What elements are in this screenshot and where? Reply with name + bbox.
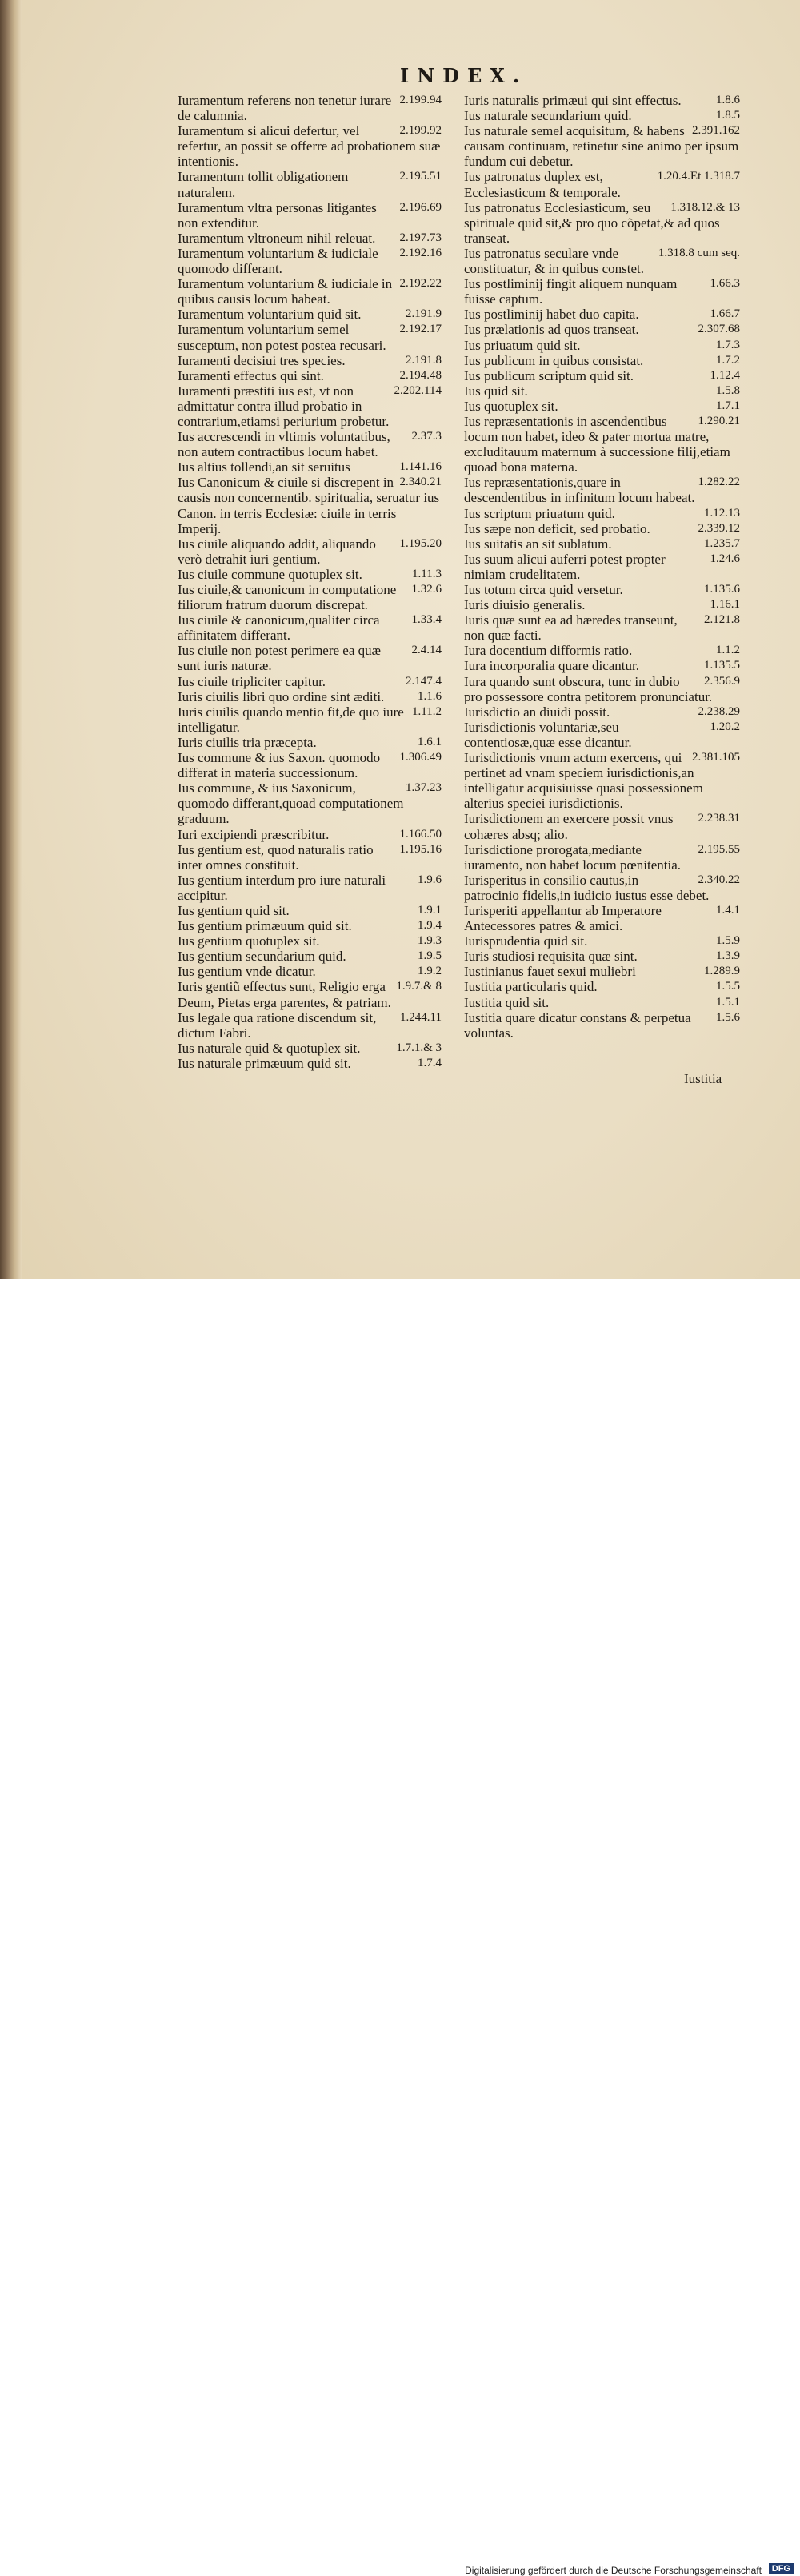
entry-reference: 2.197.73 bbox=[399, 231, 442, 244]
entry-text: Iuramentum voluntarium semel susceptum, non potest postea recusari. bbox=[178, 322, 386, 353]
entry-reference: 2.340.22 bbox=[698, 873, 740, 886]
entry-text: Ius ciuile & canonicum,qualiter circa affinitatem differant. bbox=[178, 612, 380, 644]
entry-text: Ius accrescendi in vltimis voluntatibus, non autem contractibus locum habet. bbox=[178, 429, 390, 460]
entry-text: Ius postliminij fingit aliquem nunquam fuisse captum. bbox=[464, 276, 678, 307]
entry-reference: 2.238.31 bbox=[698, 812, 740, 825]
index-entry bbox=[464, 368, 740, 383]
entry-reference: 2.199.94 bbox=[399, 94, 442, 106]
entry-reference: 1.1.2 bbox=[716, 644, 740, 657]
index-entry bbox=[464, 383, 740, 399]
index-entry bbox=[178, 475, 442, 536]
entry-text: Iustinianus fauet sexui muliebri bbox=[464, 964, 636, 980]
index-entry bbox=[464, 399, 740, 414]
entry-reference: 1.141.16 bbox=[399, 460, 442, 474]
entry-text: Ius legale qua ratione discendum sit, dictum Fabri. bbox=[178, 1009, 377, 1041]
entry-text: Ius gentium interdum pro iure naturali accipitur. bbox=[178, 872, 386, 903]
index-entry bbox=[178, 353, 442, 368]
index-entry bbox=[464, 536, 740, 552]
dfg-logo: DFG bbox=[769, 2563, 794, 2574]
entry-reference: 1.16.1 bbox=[710, 598, 740, 612]
index-entry bbox=[464, 108, 740, 123]
entry-reference: 1.7.4 bbox=[418, 1056, 442, 1069]
entry-text: Iuramentum tollit obligationem naturalem. bbox=[178, 169, 349, 200]
index-entry bbox=[464, 995, 740, 1010]
entry-reference: 1.5.6 bbox=[716, 1010, 740, 1024]
index-entry bbox=[464, 414, 740, 475]
index-entry bbox=[464, 597, 740, 612]
entry-text: Iuris gentiũ effectus sunt, Religio erga Deum, Pietas erga parentes, & patriam. bbox=[178, 979, 391, 1010]
entry-text: Iuris studiosi requisita quæ sint. bbox=[464, 949, 638, 965]
entry-reference: 1.12.4 bbox=[710, 368, 740, 382]
index-entry bbox=[178, 1056, 442, 1071]
index-entry bbox=[178, 231, 442, 246]
entry-text: Iuris ciuilis libri quo ordine sint æditi. bbox=[178, 688, 385, 704]
entry-text: Ius gentium secundarium quid. bbox=[178, 949, 346, 965]
entry-text: Iuramenti decisiui tres species. bbox=[178, 352, 346, 368]
entry-text: Iuris quæ sunt ea ad hæredes transeunt, non quæ facti. bbox=[464, 612, 678, 644]
index-entry bbox=[464, 353, 740, 368]
entry-text: Ius repræsentationis,quare in descendentibus in infinitum locum habeat. bbox=[464, 475, 695, 506]
entry-reference: 1.244.11 bbox=[400, 1010, 442, 1024]
entry-text: Iura incorporalia quare dicantur. bbox=[464, 658, 640, 674]
index-entry bbox=[178, 536, 442, 567]
entry-text: Iustitia particularis quid. bbox=[464, 979, 598, 995]
entry-reference: 2.194.48 bbox=[399, 368, 442, 382]
entry-text: Ius commune, & ius Saxonicum, quomodo differant,quoad computationem graduum. bbox=[178, 780, 404, 827]
page-header: INDEX. bbox=[400, 64, 528, 87]
index-entry bbox=[464, 123, 740, 169]
entry-text: Ius sæpe non deficit, sed probatio. bbox=[464, 520, 650, 536]
entry-reference: 2.199.92 bbox=[399, 124, 442, 138]
index-entry bbox=[178, 903, 442, 918]
index-entry bbox=[178, 689, 442, 704]
entry-reference: 1.318.12.& 13 bbox=[670, 200, 740, 214]
index-entry bbox=[178, 964, 442, 979]
entry-reference: 1.5.1 bbox=[716, 995, 740, 1009]
entry-text: Ius publicum in quibus consistat. bbox=[464, 352, 644, 368]
entry-reference: 1.135.5 bbox=[704, 659, 740, 672]
entry-text: Ius gentium quid sit. bbox=[178, 902, 290, 918]
index-entry bbox=[464, 246, 740, 276]
entry-reference: 1.9.1 bbox=[418, 903, 442, 917]
entry-reference: 1.195.16 bbox=[399, 842, 442, 856]
entry-reference: 2.121.8 bbox=[704, 613, 740, 627]
index-entry bbox=[464, 903, 740, 933]
entry-reference: 1.32.6 bbox=[411, 583, 442, 596]
entry-text: Iuramenti præstiti ius est, vt non admittatur contra illud probatio in contrarium,etiamsi periurium probetur. bbox=[178, 383, 390, 429]
entry-reference: 1.7.3 bbox=[716, 338, 740, 351]
entry-text: Iurisdictio an diuidi possit. bbox=[464, 704, 610, 720]
entry-reference: 1.20.4.Et 1.318.7 bbox=[657, 170, 740, 183]
entry-reference: 1.3.9 bbox=[716, 949, 740, 963]
entry-text: Ius gentium primæuum quid sit. bbox=[178, 918, 352, 934]
entry-reference: 1.8.6 bbox=[716, 94, 740, 106]
index-entry bbox=[464, 200, 740, 246]
book-page bbox=[0, 0, 800, 1279]
entry-text: Iuri excipiendi præscribitur. bbox=[178, 826, 330, 842]
index-entry bbox=[178, 780, 442, 826]
entry-reference: 2.391.162 bbox=[692, 124, 740, 138]
entry-reference: 1.5.8 bbox=[716, 383, 740, 397]
entry-text: Ius quotuplex sit. bbox=[464, 398, 558, 414]
entry-text: Ius gentium est, quod naturalis ratio inter omnes constituit. bbox=[178, 841, 374, 873]
entry-reference: 2.195.55 bbox=[698, 842, 740, 856]
entry-text: Iura docentium difformis ratio. bbox=[464, 643, 633, 659]
entry-text: Ius scriptum priuatum quid. bbox=[464, 505, 615, 521]
entry-reference: 1.8.5 bbox=[716, 109, 740, 122]
index-entry bbox=[464, 1010, 740, 1041]
entry-reference: 1.24.6 bbox=[710, 552, 740, 565]
entry-text: Iustitia quare dicatur constans & perpetua voluntas. bbox=[464, 1009, 691, 1041]
entry-text: Iuramentum referens non tenetur iurare de calumnia. bbox=[178, 93, 392, 124]
entry-reference: 2.381.105 bbox=[692, 751, 740, 764]
index-entry bbox=[464, 552, 740, 582]
entry-text: Iuramentum voluntarium & iudiciale in quibus causis locum habeat. bbox=[178, 276, 393, 307]
entry-reference: 2.340.21 bbox=[399, 475, 442, 489]
entry-text: Ius repræsentationis in ascendentibus locum non habet, ideo & pater mortua matre, excluditauum maternum à successione filij,etiam quoad bona materna. bbox=[464, 413, 730, 475]
entry-reference: 2.202.114 bbox=[394, 383, 442, 397]
entry-text: Ius prælationis ad quos transeat. bbox=[464, 322, 639, 338]
entry-reference: 2.356.9 bbox=[704, 674, 740, 688]
entry-text: Ius ciuile commune quotuplex sit. bbox=[178, 566, 362, 582]
index-entry bbox=[464, 338, 740, 353]
footer-bar bbox=[0, 1279, 800, 2576]
entry-text: Iurisperiti appellantur ab Imperatore Antecessores patres & amici. bbox=[464, 902, 662, 934]
entry-text: Ius naturale semel acquisitum, & habens causam continuam, retinetur sine animo per ipsum fundum cui debetur. bbox=[464, 123, 739, 170]
index-entry bbox=[464, 169, 740, 199]
entry-text: Ius priuatum quid sit. bbox=[464, 337, 581, 353]
index-entry bbox=[178, 949, 442, 964]
entry-text: Ius suitatis an sit sublatum. bbox=[464, 536, 612, 552]
index-entry bbox=[178, 612, 442, 643]
entry-text: Ius ciuile tripliciter capitur. bbox=[178, 673, 326, 689]
entry-text: Ius patronatus seculare vnde constituatur, & in quibus constet. bbox=[464, 245, 645, 277]
entry-reference: 2.191.9 bbox=[406, 307, 442, 321]
index-entry bbox=[464, 979, 740, 994]
entry-reference: 2.307.68 bbox=[698, 323, 740, 336]
entry-text: Iurisdictione prorogata,mediante iuramento, non habet locum pœnitentia. bbox=[464, 841, 681, 873]
index-entry bbox=[464, 964, 740, 979]
entry-reference: 1.289.9 bbox=[704, 965, 740, 978]
entry-reference: 1.306.49 bbox=[399, 751, 442, 764]
entry-text: Ius ciuile aliquando addit, aliquando verò detrahit iuri gentium. bbox=[178, 536, 376, 567]
entry-text: Ius gentium vnde dicatur. bbox=[178, 964, 316, 980]
index-entry bbox=[178, 429, 442, 459]
entry-text: Iurisperitus in consilio cautus,in patrocinio fidelis,in iudicio iustus esse debet. bbox=[464, 872, 710, 903]
entry-reference: 1.9.2 bbox=[418, 965, 442, 978]
index-entry bbox=[178, 169, 442, 199]
index-entry bbox=[178, 567, 442, 582]
entry-reference: 2.196.69 bbox=[399, 200, 442, 214]
index-entry bbox=[178, 735, 442, 750]
entry-reference: 1.9.5 bbox=[418, 949, 442, 963]
entry-text: Iuramenti effectus qui sint. bbox=[178, 367, 324, 383]
index-entry bbox=[178, 246, 442, 276]
entry-text: Iurisdictionis vnum actum exercens, qui pertinet ad vnam speciem iurisdictionis,an intelligatur acquisiuisse quasi possessionem alterius speciei iurisdictionis. bbox=[464, 750, 703, 812]
index-entry bbox=[464, 873, 740, 903]
index-entry bbox=[178, 842, 442, 873]
index-entry bbox=[464, 276, 740, 307]
entry-text: Iuramentum vltra personas litigantes non extenditur. bbox=[178, 199, 377, 231]
entry-text: Ius totum circa quid versetur. bbox=[464, 582, 623, 597]
entry-reference: 1.5.9 bbox=[716, 934, 740, 948]
entry-text: Ius altius tollendi,an sit seruitus bbox=[178, 459, 350, 475]
entry-reference: 1.282.22 bbox=[698, 475, 740, 489]
entry-text: Ius naturale quid & quotuplex sit. bbox=[178, 1040, 361, 1056]
index-entry bbox=[464, 842, 740, 873]
entry-reference: 1.7.2 bbox=[716, 353, 740, 367]
index-entry bbox=[178, 750, 442, 780]
entry-text: Ius patronatus Ecclesiasticum, seu spirituale quid sit,& pro quo cõpetat,& ad quos transeat. bbox=[464, 199, 720, 246]
index-entry bbox=[178, 383, 442, 429]
index-entry bbox=[178, 93, 442, 123]
entry-reference: 1.11.3 bbox=[412, 567, 442, 580]
entry-reference: 2.192.17 bbox=[399, 323, 442, 336]
entry-text: Iuris ciuilis tria præcepta. bbox=[178, 734, 317, 750]
index-entry bbox=[178, 643, 442, 673]
index-entry bbox=[178, 827, 442, 842]
entry-reference: 1.318.8 cum seq. bbox=[658, 246, 740, 259]
catchword: Iustitia bbox=[684, 1071, 722, 1086]
entry-reference: 1.9.4 bbox=[418, 919, 442, 933]
entry-text: Ius ciuile non potest perimere ea quæ sunt iuris naturæ. bbox=[178, 643, 381, 674]
index-entry bbox=[178, 1010, 442, 1041]
index-entry bbox=[178, 307, 442, 322]
index-entry bbox=[464, 506, 740, 521]
entry-reference: 1.33.4 bbox=[411, 613, 442, 627]
entry-reference: 1.20.2 bbox=[710, 720, 740, 733]
index-entry bbox=[178, 704, 442, 735]
index-entry bbox=[178, 276, 442, 307]
entry-text: Ius gentium quotuplex sit. bbox=[178, 933, 320, 949]
entry-reference: 1.9.7.& 8 bbox=[396, 980, 442, 993]
entry-reference: 2.192.16 bbox=[399, 246, 442, 259]
index-entry bbox=[464, 720, 740, 750]
index-entry bbox=[464, 750, 740, 811]
entry-text: Iuramentum voluntarium & iudiciale quomodo differant. bbox=[178, 245, 378, 277]
index-entry bbox=[178, 933, 442, 949]
entry-reference: 1.290.21 bbox=[698, 414, 740, 427]
entry-text: Iurisdictionem an exercere possit vnus cohæres absq; alio. bbox=[464, 811, 674, 842]
entry-text: Iuris diuisio generalis. bbox=[464, 597, 586, 613]
entry-reference: 1.12.13 bbox=[704, 506, 740, 520]
entry-text: Ius naturale primæuum quid sit. bbox=[178, 1055, 351, 1071]
entry-reference: 2.192.22 bbox=[399, 277, 442, 291]
index-entry bbox=[464, 307, 740, 322]
entry-text: Iuris ciuilis quando mentio fit,de quo iure intelligatur. bbox=[178, 704, 404, 735]
entry-text: Ius patronatus duplex est, Ecclesiasticum & temporale. bbox=[464, 169, 621, 200]
entry-reference: 2.238.29 bbox=[698, 704, 740, 718]
index-entry bbox=[178, 1041, 442, 1056]
index-entry bbox=[178, 918, 442, 933]
entry-reference: 1.135.6 bbox=[704, 583, 740, 596]
entry-reference: 1.195.20 bbox=[399, 536, 442, 550]
index-entry bbox=[178, 674, 442, 689]
index-entry bbox=[178, 979, 442, 1009]
index-entry bbox=[178, 582, 442, 612]
index-entry bbox=[178, 123, 442, 169]
index-entry bbox=[464, 949, 740, 964]
index-entry bbox=[464, 811, 740, 841]
index-entry bbox=[178, 368, 442, 383]
index-entry bbox=[464, 658, 740, 673]
entry-reference: 1.1.6 bbox=[418, 689, 442, 703]
entry-text: Iuramentum vltroneum nihil releuat. bbox=[178, 230, 376, 246]
index-entry bbox=[178, 322, 442, 352]
index-entry bbox=[464, 643, 740, 658]
entry-reference: 1.66.3 bbox=[710, 277, 740, 291]
index-entry bbox=[178, 873, 442, 903]
entry-reference: 1.235.7 bbox=[704, 536, 740, 550]
index-entry bbox=[464, 322, 740, 337]
index-entry bbox=[464, 582, 740, 597]
entry-text: Ius quid sit. bbox=[464, 383, 528, 399]
index-entry bbox=[464, 933, 740, 949]
entry-reference: 2.4.14 bbox=[411, 644, 442, 657]
index-entry bbox=[464, 93, 740, 108]
entry-reference: 1.7.1 bbox=[716, 399, 740, 412]
entry-text: Iuramentum si alicui defertur, vel refertur, an possit se offerre ad probationem suæ intentionis. bbox=[178, 123, 441, 170]
entry-text: Ius postliminij habet duo capita. bbox=[464, 307, 639, 323]
entry-reference: 1.4.1 bbox=[716, 903, 740, 917]
index-entry bbox=[178, 459, 442, 475]
digitization-credit: Digitalisierung gefördert durch die Deutsche Forschungsgemeinschaft bbox=[465, 2565, 762, 2576]
entry-text: Ius naturale secundarium quid. bbox=[464, 108, 632, 124]
entry-reference: 2.37.3 bbox=[411, 430, 442, 443]
entry-reference: 1.6.1 bbox=[418, 735, 442, 748]
index-entry bbox=[464, 704, 740, 720]
index-column-right bbox=[464, 93, 740, 1041]
index-entry bbox=[464, 521, 740, 536]
entry-text: Ius commune & ius Saxon. quomodo differat in materia successionum. bbox=[178, 750, 381, 781]
entry-text: Ius Canonicum & ciuile si discrepent in causis non concernentib. spiritualia, seruatur ius Canon. in terris Ecclesiæ: ciuile in terris Imperij. bbox=[178, 475, 440, 536]
entry-reference: 1.11.2 bbox=[412, 704, 442, 718]
entry-reference: 1.37.23 bbox=[406, 781, 442, 795]
entry-reference: 2.191.8 bbox=[406, 353, 442, 367]
entry-reference: 1.7.1.& 3 bbox=[396, 1041, 442, 1054]
index-column-left bbox=[178, 93, 442, 1071]
entry-reference: 2.339.12 bbox=[698, 521, 740, 535]
index-entry bbox=[464, 674, 740, 704]
entry-reference: 1.5.5 bbox=[716, 980, 740, 993]
index-entry bbox=[464, 475, 740, 505]
entry-reference: 1.66.7 bbox=[710, 307, 740, 321]
index-entry bbox=[464, 612, 740, 643]
entry-text: Iurisdictionis voluntariæ,seu contentiosæ,quæ esse dicantur. bbox=[464, 719, 632, 750]
entry-text: Iuramentum voluntarium quid sit. bbox=[178, 307, 362, 323]
entry-text: Iurisprudentia quid sit. bbox=[464, 933, 588, 949]
entry-reference: 1.9.6 bbox=[418, 873, 442, 886]
entry-text: Iuris naturalis primæui qui sint effectus. bbox=[464, 93, 682, 108]
entry-text: Ius ciuile,& canonicum in computatione filiorum fratrum duorum discrepat. bbox=[178, 582, 397, 613]
index-entry bbox=[178, 200, 442, 231]
entry-reference: 1.166.50 bbox=[399, 827, 442, 841]
entry-text: Iura quando sunt obscura, tunc in dubio pro possessore contra petitorem pronunciatur. bbox=[464, 673, 713, 704]
entry-reference: 1.9.3 bbox=[418, 934, 442, 948]
entry-text: Iustitia quid sit. bbox=[464, 994, 550, 1010]
entry-reference: 2.195.51 bbox=[399, 170, 442, 183]
entry-text: Ius publicum scriptum quid sit. bbox=[464, 367, 634, 383]
entry-reference: 2.147.4 bbox=[406, 674, 442, 688]
entry-text: Ius suum alicui auferri potest propter nimiam crudelitatem. bbox=[464, 551, 666, 582]
